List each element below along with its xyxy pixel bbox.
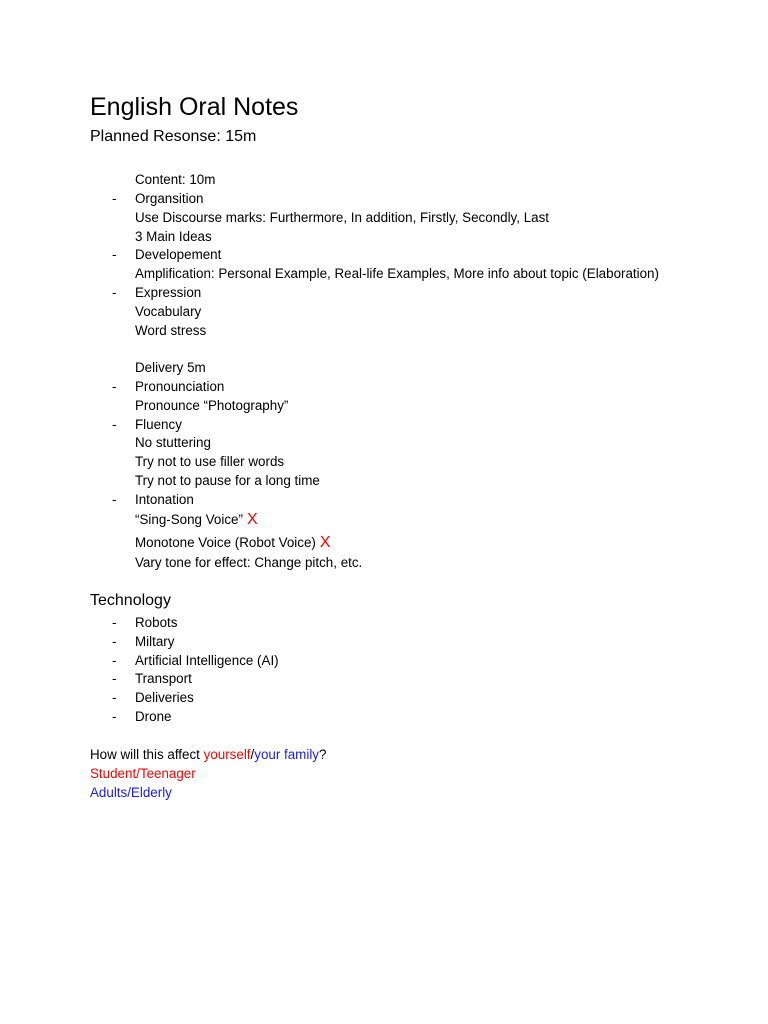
technology-item: Artificial Intelligence (AI) xyxy=(135,653,279,668)
question-slash: / xyxy=(250,747,255,762)
pause-line: Try not to pause for a long time xyxy=(135,473,320,488)
technology-item: Drone xyxy=(135,709,172,724)
main-ideas-line: 3 Main Ideas xyxy=(135,229,212,244)
no-stuttering-line: No stuttering xyxy=(135,435,211,450)
discourse-markers-line: Use Discourse marks: Furthermore, In addition, Firstly, Secondly, Last xyxy=(135,210,550,225)
question-suffix: ? xyxy=(319,747,327,762)
bullet-dash: - xyxy=(112,191,117,206)
bullet-dash: - xyxy=(112,379,117,394)
bullet-dash: - xyxy=(112,285,117,300)
fluency-item: Fluency xyxy=(135,417,182,432)
cross-mark-icon: X xyxy=(246,511,258,528)
technology-heading: Technology xyxy=(90,592,171,609)
technology-item: Miltary xyxy=(135,634,175,649)
bullet-dash: - xyxy=(112,417,117,432)
organisation-item: Organsition xyxy=(135,191,204,206)
technology-item: Transport xyxy=(135,671,192,686)
question-yourself: yourself xyxy=(203,747,251,762)
sing-song-line xyxy=(135,511,258,529)
word-stress-line: Word stress xyxy=(135,323,207,338)
bullet-dash: - xyxy=(112,709,117,724)
sing-song-text: “Sing-Song Voice” xyxy=(135,512,243,527)
filler-words-line: Try not to use filler words xyxy=(135,454,285,469)
delivery-header: Delivery 5m xyxy=(135,360,206,375)
intonation-item: Intonation xyxy=(135,492,194,507)
bullet-dash: - xyxy=(112,247,117,262)
bullet-dash: - xyxy=(112,653,117,668)
page-subtitle: Planned Resonse: 15m xyxy=(90,128,257,145)
bullet-dash: - xyxy=(112,690,117,705)
development-item: Developement xyxy=(135,247,222,262)
question-prefix: How will this affect xyxy=(90,747,204,762)
monotone-line xyxy=(135,534,331,552)
affect-question xyxy=(90,746,326,764)
monotone-text: Monotone Voice (Robot Voice) xyxy=(135,535,316,550)
question-family: your family xyxy=(254,747,319,762)
technology-item: Robots xyxy=(135,615,178,630)
page-title: English Oral Notes xyxy=(90,93,299,121)
bullet-dash: - xyxy=(112,634,117,649)
student-teenager-line: Student/Teenager xyxy=(90,766,196,781)
bullet-dash: - xyxy=(112,615,117,630)
pronunciation-item: Pronounciation xyxy=(135,379,225,394)
bullet-dash: - xyxy=(112,671,117,686)
expression-item: Expression xyxy=(135,285,202,300)
cross-mark-icon: X xyxy=(319,534,331,551)
content-header: Content: 10m xyxy=(135,172,216,187)
vocabulary-line: Vocabulary xyxy=(135,304,202,319)
pronounce-example-line: Pronounce “Photography” xyxy=(135,398,289,413)
vary-tone-line: Vary tone for effect: Change pitch, etc. xyxy=(135,555,363,570)
bullet-dash: - xyxy=(112,492,117,507)
technology-item: Deliveries xyxy=(135,690,194,705)
amplification-line: Amplification: Personal Example, Real-life Examples, More info about topic (Elaboration) xyxy=(135,266,659,281)
adults-elderly-line: Adults/Elderly xyxy=(90,785,172,800)
